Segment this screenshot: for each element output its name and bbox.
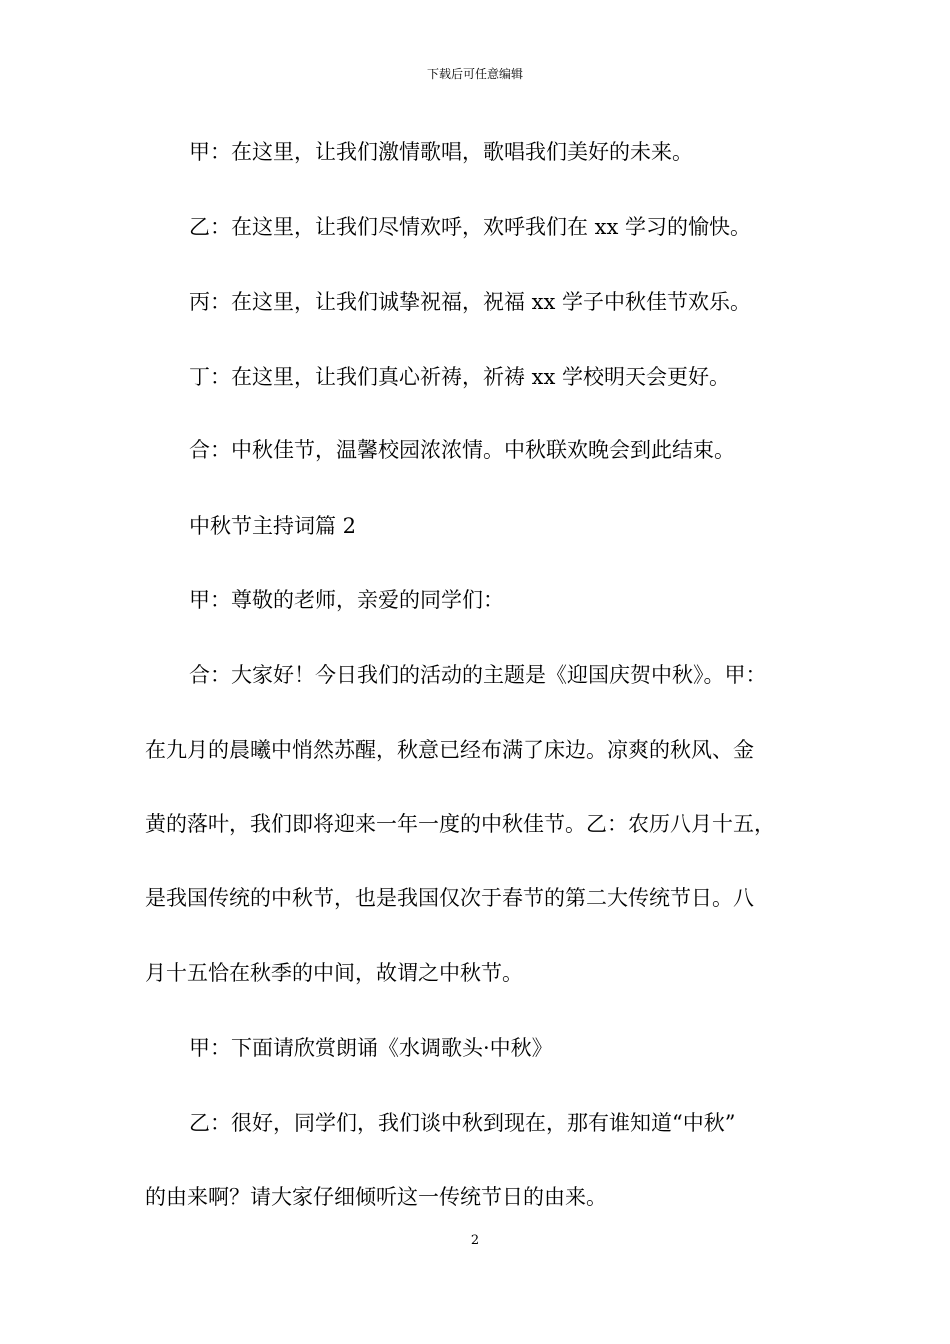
paragraph-ding-pray: 丁：在这里，让我们真心祈祷，祈祷 xx 学校明天会更好。 bbox=[189, 365, 731, 389]
paragraph-bing-bless: 丙：在这里，让我们诚挚祝福，祝福 xx 学子中秋佳节欢乐。 bbox=[189, 290, 752, 314]
paragraph-theme-line-2: 在九月的晨曦中悄然苏醒，秋意已经布满了床边。凉爽的秋风、金 bbox=[145, 738, 754, 762]
paragraph-theme-line-4: 是我国传统的中秋节，也是我国仅次于春节的第二大传统节日。八 bbox=[145, 886, 754, 910]
section-heading: 中秋节主持词篇 2 bbox=[189, 514, 357, 538]
paragraph-origin-line-1: 乙：很好，同学们，我们谈中秋到现在，那有谁知道“中秋” bbox=[189, 1111, 736, 1135]
paragraph-theme-line-1: 合：大家好！今日我们的活动的主题是《迎国庆贺中秋》。甲： bbox=[189, 663, 767, 687]
paragraph-recital: 甲：下面请欣赏朗诵《水调歌头·中秋》 bbox=[189, 1036, 553, 1060]
paragraph-yi-cheer: 乙：在这里，让我们尽情欢呼，欢呼我们在 xx 学习的愉快。 bbox=[189, 215, 752, 239]
page-header: 下载后可任意编辑 bbox=[426, 67, 523, 81]
paragraph-theme-line-5: 月十五恰在秋季的中间，故谓之中秋节。 bbox=[145, 961, 523, 985]
paragraph-theme-line-3: 黄的落叶，我们即将迎来一年一度的中秋佳节。乙：农历八月十五， bbox=[145, 812, 775, 836]
paragraph-origin-line-2: 的由来啊？请大家仔细倾听这一传统节日的由来。 bbox=[145, 1185, 607, 1209]
paragraph-jia-greeting: 甲：尊敬的老师，亲爱的同学们： bbox=[189, 588, 504, 612]
page-number: 2 bbox=[470, 1233, 480, 1248]
paragraph-jia-sing: 甲：在这里，让我们激情歌唱，歌唱我们美好的未来。 bbox=[189, 140, 693, 164]
paragraph-he-closing: 合：中秋佳节，温馨校园浓浓情。中秋联欢晚会到此结束。 bbox=[189, 438, 735, 462]
